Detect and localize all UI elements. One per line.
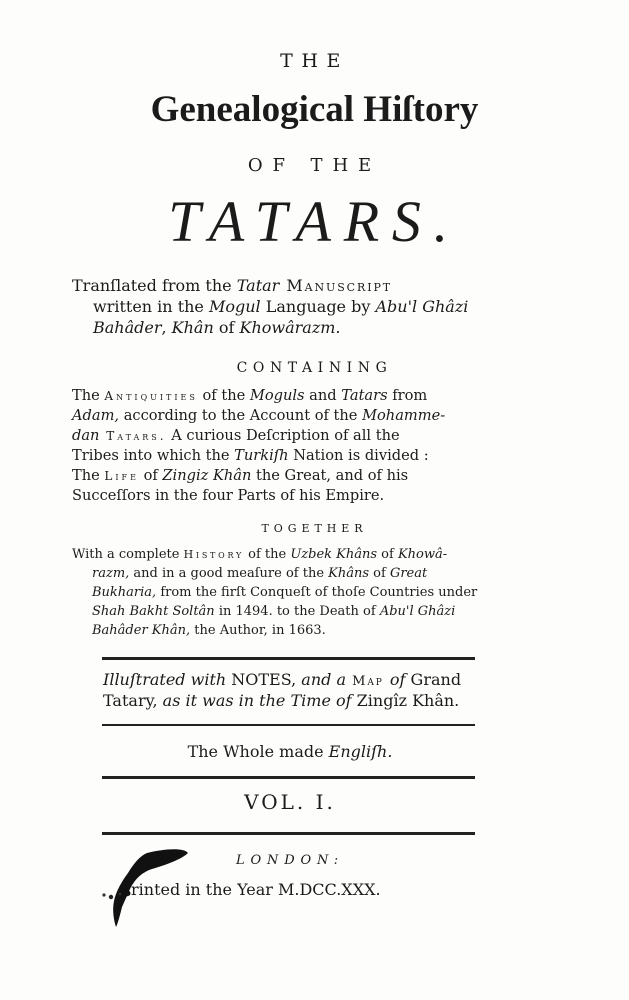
- text: of the: [197, 387, 250, 404]
- containing-line-4: [72, 446, 429, 466]
- divider-rule: [102, 657, 475, 660]
- text: Khâns: [328, 566, 370, 581]
- containing-heading: CONTAINING: [236, 360, 393, 376]
- text: Grand: [405, 670, 462, 689]
- text: Mohamme-: [362, 407, 446, 424]
- text: Time: [290, 691, 331, 710]
- text: of: [138, 467, 163, 484]
- text: the Author, in 1663.: [190, 623, 326, 638]
- containing-line-2: [72, 406, 445, 426]
- text: and in a good meaſure of the: [129, 566, 329, 581]
- text: of: [389, 670, 406, 689]
- containing-line-3: [72, 426, 400, 446]
- text: the Great, and of his: [251, 467, 409, 484]
- text: dan: [72, 427, 100, 444]
- text: Abu'l Ghâzi: [379, 604, 456, 619]
- text: of: [377, 547, 398, 562]
- text: The: [72, 467, 105, 484]
- divider-rule: [102, 832, 475, 835]
- text: Zingiz Khân: [162, 467, 252, 484]
- text: NOTES,: [226, 670, 302, 689]
- text: The: [72, 387, 105, 404]
- text: Illuſtrated with: [103, 670, 227, 689]
- text: razm,: [92, 566, 130, 581]
- text: With a complete: [72, 547, 184, 562]
- text: Tatars.: [99, 429, 167, 443]
- text: and: [304, 387, 342, 404]
- together-line-3: [92, 583, 477, 602]
- illustrated-line-1: [103, 670, 461, 692]
- illustrated-line-2: [103, 691, 459, 711]
- text: Great: [389, 566, 428, 581]
- text: according to the Account of the: [119, 407, 363, 424]
- text: Adam,: [72, 407, 120, 424]
- text: Succeſſors in the four Parts of his Empire.: [72, 487, 385, 504]
- together-line-2: [92, 564, 427, 583]
- text: ,: [161, 318, 172, 337]
- together-line-5: [92, 621, 326, 640]
- text: Khowâ-: [397, 547, 448, 562]
- volume-number: VOL. I.: [244, 790, 336, 814]
- text: from the firſt Conqueſt of thoſe Countries under: [156, 585, 478, 600]
- text: Khân: [171, 318, 214, 337]
- text: Life: [104, 469, 139, 483]
- text: The Whole made: [187, 742, 329, 761]
- imprint-printed-line: rinted in the Year M.DCC.XXX.: [131, 880, 381, 899]
- text: Bukharia,: [92, 585, 157, 600]
- text: Mogul: [208, 297, 261, 316]
- text: in 1494. to the Death of: [214, 604, 380, 619]
- containing-line-1: [72, 386, 427, 406]
- text: as it was in the: [162, 691, 286, 710]
- text: of: [336, 691, 352, 710]
- translated-line-3: [93, 318, 341, 338]
- text: Turkiſh: [234, 447, 289, 464]
- text: of the: [244, 547, 291, 562]
- text: Engliſh.: [328, 742, 393, 761]
- text: Tatar: [236, 276, 280, 295]
- text: A curious Deſcription of all the: [166, 427, 400, 444]
- ink-blot-stain: [92, 845, 192, 930]
- text: Tribes into which the: [72, 447, 235, 464]
- text: Abu'l Ghâzi: [375, 297, 469, 316]
- together-line-1: [72, 545, 447, 564]
- text: Khowârazm.: [239, 318, 341, 337]
- text: Antiquities: [104, 389, 198, 403]
- text: Tranſlated from the: [72, 276, 237, 295]
- text: Manuscript: [279, 276, 393, 295]
- text: Map: [346, 674, 390, 689]
- translated-line-1: [72, 276, 392, 296]
- translated-line-2: [93, 297, 468, 317]
- text: Tatars: [341, 387, 388, 404]
- title-the: THE: [280, 50, 349, 72]
- text: Bahâder: [93, 318, 162, 337]
- containing-line-5: [72, 466, 408, 486]
- text: History: [183, 548, 244, 561]
- divider-rule: [102, 776, 475, 779]
- together-line-4: [92, 602, 455, 621]
- text: Nation is divided :: [288, 447, 429, 464]
- text: of: [213, 318, 240, 337]
- imprint-city: LONDON:: [236, 853, 344, 868]
- text: Tatary,: [103, 691, 163, 710]
- together-heading: TOGETHER: [261, 522, 368, 535]
- divider-rule: [102, 724, 475, 726]
- text: of: [369, 566, 390, 581]
- whole-english-line: [0, 742, 580, 761]
- text: and a: [301, 670, 347, 689]
- title-main: Genealogical Hiſtory: [150, 89, 479, 130]
- title-tatars: TATARS.: [168, 189, 461, 254]
- text: written in the: [93, 297, 209, 316]
- title-of-the: OF THE: [247, 155, 382, 176]
- text: from: [387, 387, 428, 404]
- text: Uzbek Khâns: [290, 547, 378, 562]
- text: Moguls: [249, 387, 305, 404]
- text: Shah Bakht Soltân: [92, 604, 215, 619]
- text: Language by: [260, 297, 376, 316]
- text: Bahâder Khân,: [92, 623, 191, 638]
- containing-line-6: [72, 486, 384, 506]
- text: Zingîz Khân.: [351, 691, 460, 710]
